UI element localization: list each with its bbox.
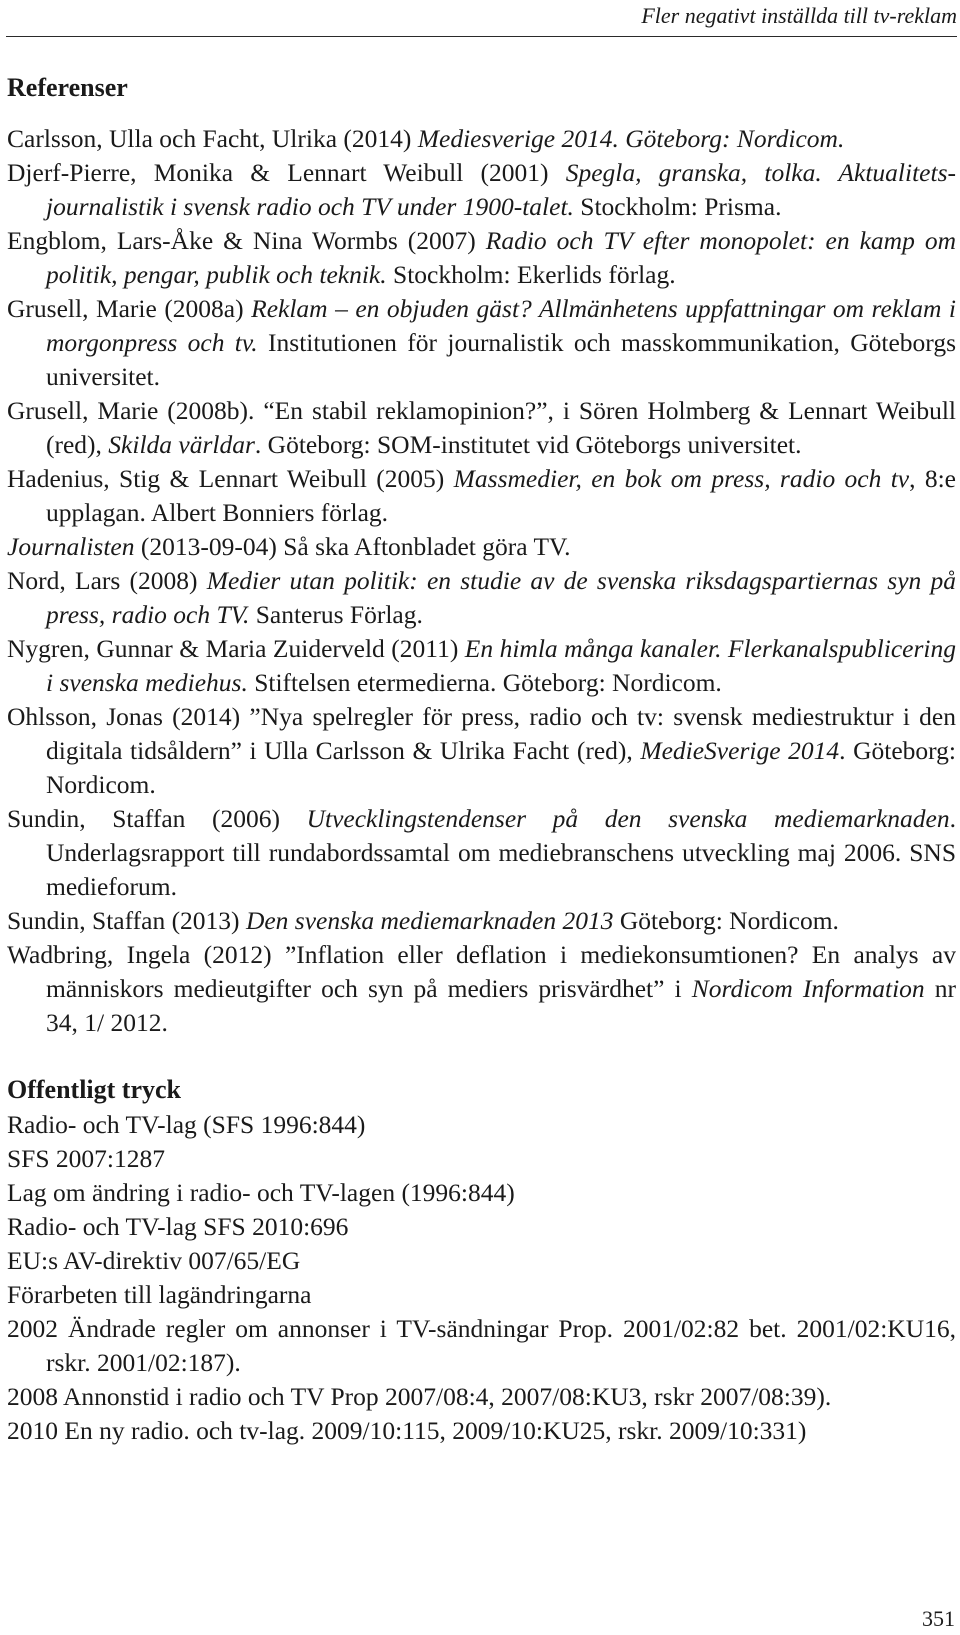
reference-text: Stockholm: Ekerlids förlag. xyxy=(386,260,676,289)
reference-text: 2010 En ny radio. och tv-lag. 2009/10:115, 2009/10:KU25, rskr. 2009/10:331) xyxy=(7,1416,807,1445)
reference-text: Göteborg: Nordicom. xyxy=(613,906,839,935)
reference-text: Stockholm: Prisma. xyxy=(573,192,782,221)
reference-text: Grusell, Marie (2008b). “En stabil reklamopinion?”, i Sören Holmberg & Lennart Weibull (red), xyxy=(7,396,956,459)
running-head: Fler negativt inställda till tv-reklam xyxy=(641,3,957,28)
reference-text: 2008 Annonstid i radio och TV Prop 2007/08:4, 2007/08:KU3, rskr 2007/08:39). xyxy=(7,1382,832,1411)
references-heading: Referenser xyxy=(7,73,128,102)
reference-text: nr 34, 1/ 2012. xyxy=(46,974,956,1037)
reference-text: . Underlagsrapport till rundabordssamtal om mediebranschens utveckling maj 2006. SNS medieforum. xyxy=(46,804,957,901)
public-print-entry xyxy=(7,1414,956,1448)
page-content xyxy=(7,70,956,1448)
reference-text: Grusell, Marie (2008a) xyxy=(7,294,252,323)
reference-entry xyxy=(7,224,956,292)
italic-title: Nordicom Information xyxy=(691,974,925,1003)
reference-entry xyxy=(7,394,956,462)
reference-text: Nord, Lars (2008) xyxy=(7,566,207,595)
italic-title: En himla många kanaler. Flerkanalspublicering i svenska mediehus. xyxy=(46,634,956,697)
italic-title: Den svenska mediemarknaden 2013 xyxy=(245,906,614,935)
reference-text: Wadbring, Ingela (2012) ”Inflation eller deflation i mediekonsumtionen? En analys av människors medieutgifter och syn på mediers prisvärdhet” i xyxy=(7,940,956,1003)
public-print-entry xyxy=(7,1380,956,1414)
italic-title: Utvecklingstendenser på den svenska mediemarknaden xyxy=(306,804,950,833)
reference-entry xyxy=(7,802,956,904)
references-list xyxy=(7,122,956,1040)
reference-text: Hadenius, Stig & Lennart Weibull (2005) xyxy=(7,464,454,493)
italic-title: Journalisten xyxy=(7,532,135,561)
reference-text: . Göteborg: Nordicom. xyxy=(46,736,956,799)
reference-text: Engblom, Lars-Åke & Nina Wormbs (2007) xyxy=(7,226,486,255)
public-print-entry xyxy=(7,1312,956,1380)
public-print-item: Radio- och TV-lag SFS 2010:696 xyxy=(7,1212,349,1241)
public-print-list xyxy=(7,1108,956,1312)
italic-title: Radio och TV efter monopolet: en kamp om politik, pengar, publik och teknik. xyxy=(46,226,956,289)
italic-title: Spegla, granska, tolka. Aktualitetsjournalistik i svensk radio och TV under 1900-talet. xyxy=(46,158,956,221)
reference-entry xyxy=(7,156,956,224)
reference-entry xyxy=(7,530,956,564)
reference-text: Nygren, Gunnar & Maria Zuiderveld (2011) xyxy=(7,634,465,663)
header-rule xyxy=(6,36,957,37)
italic-title: MedieSverige 2014 xyxy=(640,736,840,765)
reference-entry xyxy=(7,700,956,802)
italic-title: Skilda världar xyxy=(108,430,255,459)
reference-entry xyxy=(7,904,956,938)
reference-text: Ohlsson, Jonas (2014) ”Nya spelregler för press, radio och tv: svensk mediestruktur i den digitala tidsåldern” i Ulla Carlsson & Ulrika Facht (red), xyxy=(7,702,956,765)
italic-title: Medier utan politik: en studie av de svenska riksdagspartiernas syn på press, radio och TV. xyxy=(46,566,956,629)
public-print-entries xyxy=(7,1312,956,1448)
italic-title: Reklam – en objuden gäst? Allmänhetens uppfattningar om reklam i morgonpress och tv. xyxy=(46,294,956,357)
reference-text: Sundin, Staffan (2013) xyxy=(7,906,246,935)
reference-entry xyxy=(7,564,956,632)
reference-text: , 8:e upplagan. Albert Bonniers förlag. xyxy=(46,464,957,527)
reference-text: Sundin, Staffan (2006) xyxy=(7,804,307,833)
reference-text: Djerf-Pierre, Monika & Lennart Weibull (2001) xyxy=(7,158,566,187)
reference-text: Santerus Förlag. xyxy=(249,600,423,629)
public-print-item: Förarbeten till lagändringarna xyxy=(7,1280,312,1309)
reference-entry xyxy=(7,938,956,1040)
reference-entry xyxy=(7,292,956,394)
public-print-item: Radio- och TV-lag (SFS 1996:844) xyxy=(7,1110,366,1139)
public-print-item: SFS 2007:1287 xyxy=(7,1144,166,1173)
public-print-item: Lag om ändring i radio- och TV-lagen (1996:844) xyxy=(7,1178,515,1207)
reference-text: . Göteborg: SOM-institutet vid Göteborgs universitet. xyxy=(254,430,802,459)
page-number: 351 xyxy=(922,1606,955,1631)
italic-title: Mediesverige 2014. Göteborg: Nordicom. xyxy=(417,124,845,153)
reference-text: Stiftelsen etermedierna. Göteborg: Nordicom. xyxy=(247,668,722,697)
reference-entry xyxy=(7,632,956,700)
reference-text: Carlsson, Ulla och Facht, Ulrika (2014) xyxy=(7,124,418,153)
public-print-heading: Offentligt tryck xyxy=(7,1075,182,1104)
reference-text: Institutionen för journalistik och masskommunikation, Göteborgs universitet. xyxy=(46,328,956,391)
reference-entry xyxy=(7,122,956,156)
italic-title: Massmedier, en bok om press, radio och tv xyxy=(453,464,910,493)
reference-entry xyxy=(7,462,956,530)
reference-text: 2002 Ändrade regler om annonser i TV-sändningar Prop. 2001/02:82 bet. 2001/02:KU16, rskr. 2001/02:187). xyxy=(7,1314,956,1377)
public-print-item: EU:s AV-direktiv 007/65/EG xyxy=(7,1246,301,1275)
reference-text: (2013-09-04) Så ska Aftonbladet göra TV. xyxy=(134,532,571,561)
